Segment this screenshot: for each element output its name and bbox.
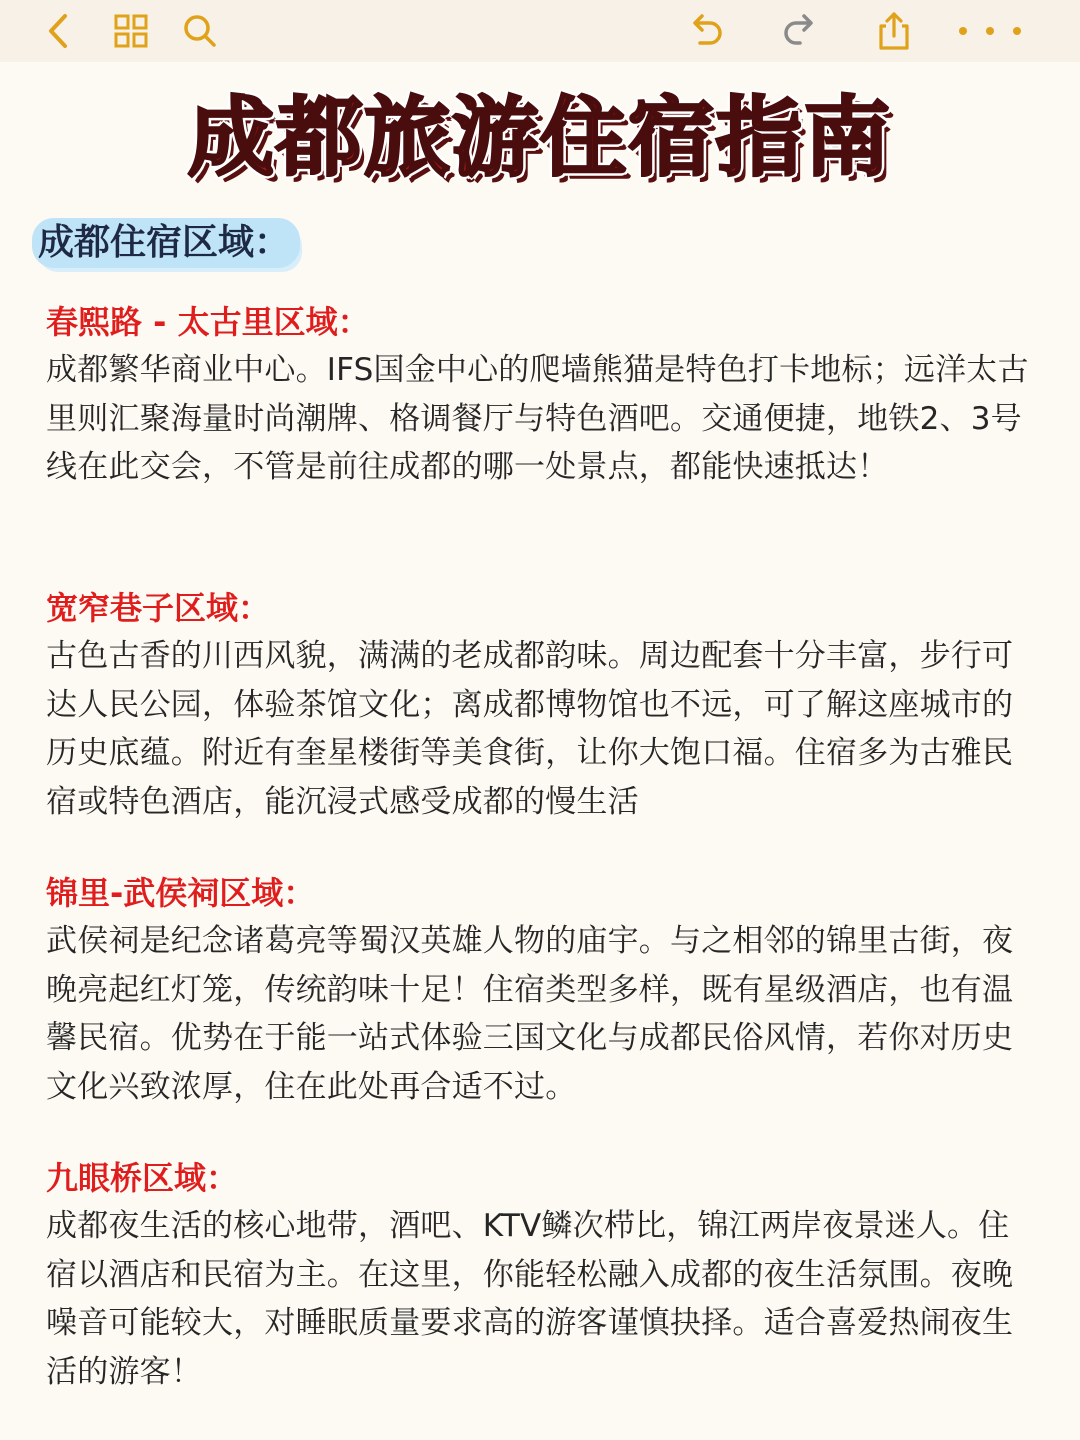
share-icon[interactable] — [870, 8, 918, 54]
search-icon[interactable] — [176, 8, 224, 54]
region-kuanzhai-alley — [46, 588, 1038, 826]
page-title: 成都旅游住宿指南 — [188, 88, 892, 188]
region-chunxi-taikoo — [46, 302, 1038, 492]
redo-icon[interactable] — [776, 8, 824, 54]
region-description: 古色古香的川西风貌，满满的老成都韵味。周边配套十分丰富，步行可达人民公园，体验茶馆文化；离成都博物馆也不远，可了解这座城市的历史底蕴。附近有奎星楼街等美食街，让你大饱口福。住宿多为古雅民宿或特色酒店，能沉浸式感受成都的慢生活 — [46, 638, 1014, 820]
back-icon[interactable] — [34, 8, 82, 54]
region-description: 武侯祠是纪念诸葛亮等蜀汉英雄人物的庙宇。与之相邻的锦里古街，夜晚亮起红灯笼，传统韵味十足！住宿类型多样，既有星级酒店，也有温馨民宿。优势在于能一站式体验三国文化与成都民俗风情，若你对历史文化兴致浓厚，住在此处再合适不过。 — [46, 923, 1014, 1105]
region-jinli-wuhou — [46, 873, 1038, 1111]
region-description: 成都繁华商业中心。IFS国金中心的爬墙熊猫是特色打卡地标；远洋太古里则汇聚海量时尚潮牌、格调餐厅与特色酒吧。交通便捷，地铁2、3号线在此交会，不管是前往成都的哪一处景点，都能快速抵达！ — [46, 352, 1029, 485]
region-title: 锦里-武侯祠区域： — [46, 874, 316, 912]
top-toolbar — [0, 0, 1080, 62]
region-title: 宽窄巷子区域： — [46, 589, 271, 627]
grid-icon[interactable] — [107, 8, 155, 54]
section-heading: 成都住宿区域： — [32, 218, 300, 268]
undo-icon[interactable] — [682, 8, 730, 54]
region-title: 九眼桥区域： — [46, 1159, 239, 1197]
region-jiuyan-bridge — [46, 1158, 1038, 1396]
region-description: 成都夜生活的核心地带，酒吧、KTV鳞次栉比，锦江两岸夜景迷人。住宿以酒店和民宿为主。在这里，你能轻松融入成都的夜生活氛围。夜晚噪音可能较大，对睡眠质量要求高的游客谨慎抉择。适合喜爱热闹夜生活的游客！ — [46, 1208, 1014, 1390]
region-title: 春熙路 - 太古里区域： — [46, 303, 370, 341]
more-icon[interactable] — [950, 8, 1030, 54]
